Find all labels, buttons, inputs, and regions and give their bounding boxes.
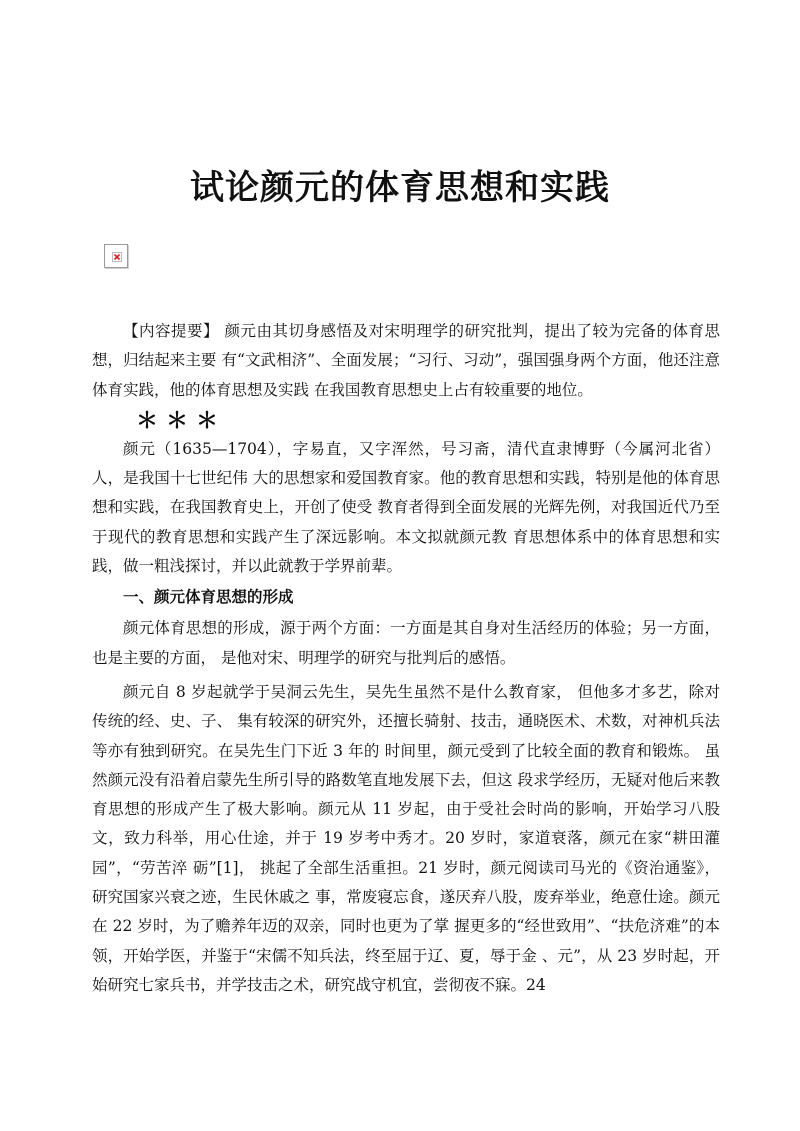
section-separator: ＊＊＊ xyxy=(136,407,227,434)
abstract-paragraph: 【内容提要】 颜元由其切身感悟及对宋明理学的研究批判，提出了较为完备的体育思想，归结起来主要 有“文武相济”、全面发展；“习行、习动”，强国强身两个方面，他还注意体育实践，他的体育思想及实践 在我国教育思想史上占有较重要的地位。 xyxy=(92,322,720,399)
red-x-icon xyxy=(113,253,121,261)
broken-image-icon xyxy=(104,244,128,268)
document-body xyxy=(92,317,720,1000)
section-heading: 一、颜元体育思想的形成 xyxy=(123,587,294,607)
body-paragraph: 颜元体育思想的形成，源于两个方面：一方面是其自身对生活经历的体验；另一方面，也是主要的方面， 是他对宋、明理学的研究与批判后的感悟。 xyxy=(92,619,720,667)
body-paragraph: 颜元自 8 岁起就学于吴洞云先生，吴先生虽然不是什么教育家， 但他多才多艺，除对传统的经、史、子、 集有较深的研究外，还擅长骑射、技击，通晓医术、术数，对神机兵法等亦有独到研究。在吴先生门下近 3 年的 时间里，颜元受到了比较全面的教育和锻炼。 虽然颜元没有沿着启蒙先生所引导的路数笔直地发展下去，但这 段求学经历，无疑对他后来教育思想的形成产生了极大影响。颜元从 11 岁起，由于受社会时尚的影响，开始学习八股文，致力科举，用心仕途，并于 19 岁考中秀才。20 岁时，家道衰落，颜元在家“耕田灌园”，“劳苦淬 砺”[1]， 挑起了全部生活重担。21 岁时，颜元阅读司马光的《资治通鉴》，研究国家兴衰之迹，生民休戚之 事，常废寝忘食，遂厌弃八股，废弃举业，绝意仕途。颜元在 22 岁时，为了赡养年迈的双亲，同时也更为了掌 握更多的“经世致用”、“扶危济难”的本领，开始学医，并鉴于“宋儒不知兵法，终至屈于辽、夏，辱于金 、元”，从 23 岁时起，开始研究七家兵书，并学技击之术，研究战守机宜，尝彻夜不寐。24 xyxy=(92,682,720,994)
intro-paragraph: 颜元（1635—1704），字易直，又字浑然，号习斋，清代直隶博野（今属河北省）人，是我国十七世纪伟 大的思想家和爱国教育家。他的教育思想和实践，特别是他的体育思想和实践，在我国教育史上，开创了使受 教育者得到全面发展的光辉先例，对我国近代乃至于现代的教育思想和实践产生了深远影响。本文拟就颜元教 育思想体系中的体育思想和实践，做一粗浅探讨，并以此就教于学界前辈。 xyxy=(92,439,720,576)
document-title: 试论颜元的体育思想和实践 xyxy=(190,168,610,208)
